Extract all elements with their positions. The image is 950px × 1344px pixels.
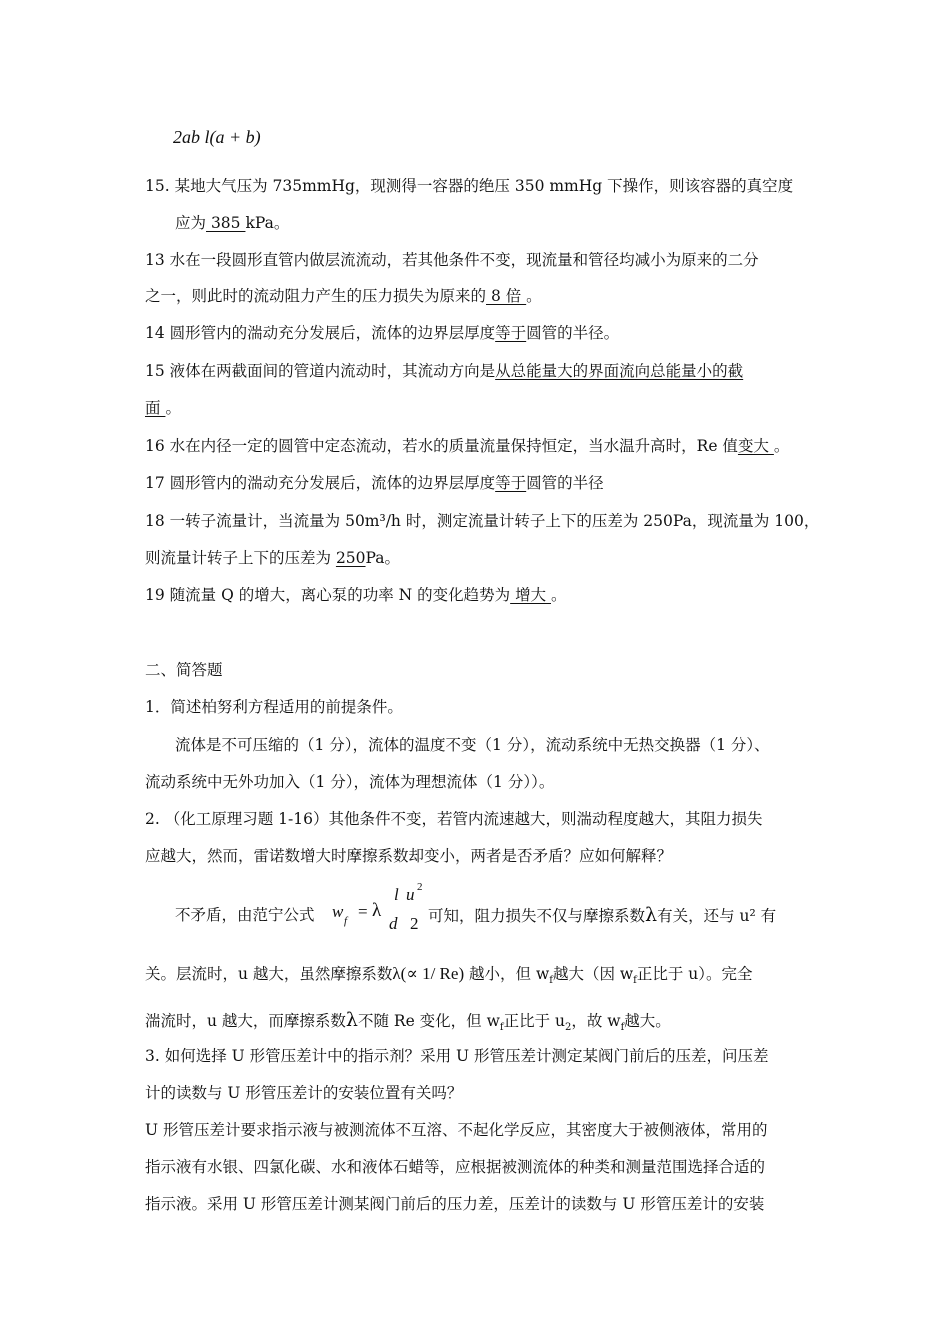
short-answer-2-line2: 关。层流时，u 越大，虽然摩擦系数λ(∝ 1/ Re) 越小，但 $w_f$越大（因 $w_f$正比于 u）。完全 xyxy=(145,964,753,986)
short-answer-1-question: 1．简述柏努利方程适用的前提条件。 xyxy=(145,698,403,716)
short-answer-3-line1: U 形管压差计要求指示液与被测流体不互溶、不起化学反应，其密度大于被侧液体，常用的 xyxy=(145,1121,768,1139)
short-answer-2-line3: 湍流时，u 越大，而摩擦系数λ不随 Re 变化，但 $w_f$正比于 $u_2$，故 $w_f$越大。 xyxy=(145,1009,671,1033)
answer-385: 385 xyxy=(206,214,246,232)
answer-equal-2: 等于 xyxy=(495,474,527,492)
short-answer-2-line1-b: 可知，阻力损失不仅与摩擦系数λ有关，还与 u² 有 xyxy=(428,904,777,926)
question-13-line1: 13 水在一段圆形直管内做层流流动，若其他条件不变，现流量和管径均减小为原来的二分 xyxy=(145,251,759,269)
question-15a-line2: 应为 385 kPa。 xyxy=(175,214,290,232)
short-answer-3-question-line2: 计的读数与 U 形管压差计的安装位置有关吗？ xyxy=(145,1084,463,1102)
question-14: 14 圆形管内的湍动充分发展后，流体的边界层厚度等于圆管的半径。 xyxy=(145,324,620,342)
answer-increase-2: 增大 xyxy=(510,586,551,604)
question-15b-line1: 15 液体在两截面间的管道内流动时，其流动方向是从总能量大的界面流向总能量小的截 xyxy=(145,362,744,380)
short-answer-3-line2: 指示液有水银、四氯化碳、水和液体石蜡等，应根据被测流体的种类和测量范围选择合适的 xyxy=(145,1158,766,1176)
short-answer-3-question-line1: 3. 如何选择 U 形管压差计中的指示剂？采用 U 形管压差计测定某阀门前后的压差，问压差 xyxy=(145,1047,769,1065)
answer-8x: 8 倍 xyxy=(486,287,527,305)
question-17: 17 圆形管内的湍动充分发展后，流体的边界层厚度等于圆管的半径 xyxy=(145,474,604,492)
question-16: 16 水在内径一定的圆管中定态流动，若水的质量流量保持恒定，当水温升高时，Re 值变大 。 xyxy=(145,437,790,455)
answer-flow-direction: 从总能量大的界面流向总能量小的截 xyxy=(495,362,744,380)
question-18-line1: 18 一转子流量计，当流量为 50m³/h 时，测定流量计转子上下的压差为 250Pa，现流量为 100， xyxy=(145,512,820,530)
question-19: 19 随流量 Q 的增大，离心泵的功率 N 的变化趋势为 增大 。 xyxy=(145,586,567,604)
question-13-line2: 之一，则此时的流动阻力产生的压力损失为原来的 8 倍 。 xyxy=(145,287,542,305)
document-page: 2ab l(a + b) 15. 某地大气压为 735mmHg，现测得一容器的绝压 350 mmHg 下操作，则该容器的真空度 应为 385 kPa。 13 水在一段圆形直管内做层流流动，若其他条件不变，现流量和管径均减小为原来的二分 之一，则此时的流动阻力产生的压力损失为原来的 8 倍 。 14 圆形管内的湍动充分发展后，流体的边界层厚度等于圆管的半径。 15 液体在两截面间的管道内流动时，其流动方向是从总能量大的界面流向总能量小的截 面 。 16 水在内径一定的圆管中定态流动，若水的质量流量保持恒定，当水温升高时，Re 值变大 。 17 圆形管内的湍动充分发展后，流体的边界层厚度等于圆管的半径 18 一转子流量计，当流量为 50m³/h 时，测定流量计转子上下的压差为 250Pa，现流量为 100， 则流量计转子上下的压差为 250Pa。 19 随流量 Q 的增大，离心泵的功率 N 的变化趋势为 增大 。 二、简答题 1．简述柏努利方程适用的前提条件。 流体是不可压缩的（1 分），流体的温度不变（1 分），流动系统中无热交换器（1 分）、 流动系统中无外功加入（1 分），流体为理想流体（1 分））。 2. （化工原理习题 1-16）其他条件不变，若管内流速越大，则湍动程度越大，其阻力损失 应越大，然而，雷诺数增大时摩擦系数却变小，两者是否矛盾？应如何解释？ 不矛盾，由范宁公式 w f = λ l u 2 d 2 可知，阻力损失不仅与摩擦系数λ有关，还与 u² 有 关。层流时，u 越大，虽然摩擦系数λ(∝ 1/ Re) 越小，但 $w_f$越大（因 $w_f$正比于 u）。完全 湍流时，u 越大，而摩擦系数λ不随 Re 变化，但 $w_f$正比于 $u_2$，故 $w_f$越大。 3. 如何选择 U 形管压差计中的指示剂？采用 U 形管压差计测定某阀门前后的压差，问压差 计的读数与 U 形管压差计的安装位置有关吗？ U 形管压差计要求指示液与被测流体不互溶、不起化学反应，其密度大于被侧液体，常用的 指示液有水银、四氯化碳、水和液体石蜡等，应根据被测流体的种类和测量范围选择合适的 指示液。采用 U 形管压差计测某阀门前后的压力差，压差计的读数与 U 形管压差计的安装 xyxy=(0,0,950,1344)
formula-top: 2ab l(a + b) xyxy=(173,127,261,147)
question-15a-line1: 15. 某地大气压为 735mmHg，现测得一容器的绝压 350 mmHg 下操作，则该容器的真空度 xyxy=(145,177,794,195)
short-answer-2-question-line1: 2. （化工原理习题 1-16）其他条件不变，若管内流速越大，则湍动程度越大，其阻力损失 xyxy=(145,810,763,828)
question-15b-line2: 面 。 xyxy=(145,399,181,417)
answer-increase: 变大 xyxy=(737,437,774,455)
short-answer-2-question-line2: 应越大，然而，雷诺数增大时摩擦系数却变小，两者是否矛盾？应如何解释？ xyxy=(145,847,673,865)
question-18-line2: 则流量计转子上下的压差为 250Pa。 xyxy=(145,549,401,567)
short-answer-1-line1: 流体是不可压缩的（1 分），流体的温度不变（1 分），流动系统中无热交换器（1 分）、 xyxy=(175,736,770,754)
short-answer-1-line2: 流动系统中无外功加入（1 分），流体为理想流体（1 分））。 xyxy=(145,773,555,791)
short-answer-2-line1-a: 不矛盾，由范宁公式 xyxy=(175,906,315,924)
section-heading: 二、简答题 xyxy=(145,661,223,679)
short-answer-3-line3: 指示液。采用 U 形管压差计测某阀门前后的压力差，压差计的读数与 U 形管压差计的安装 xyxy=(145,1195,765,1213)
answer-equal: 等于 xyxy=(495,324,527,342)
answer-250: 250 xyxy=(335,549,366,567)
